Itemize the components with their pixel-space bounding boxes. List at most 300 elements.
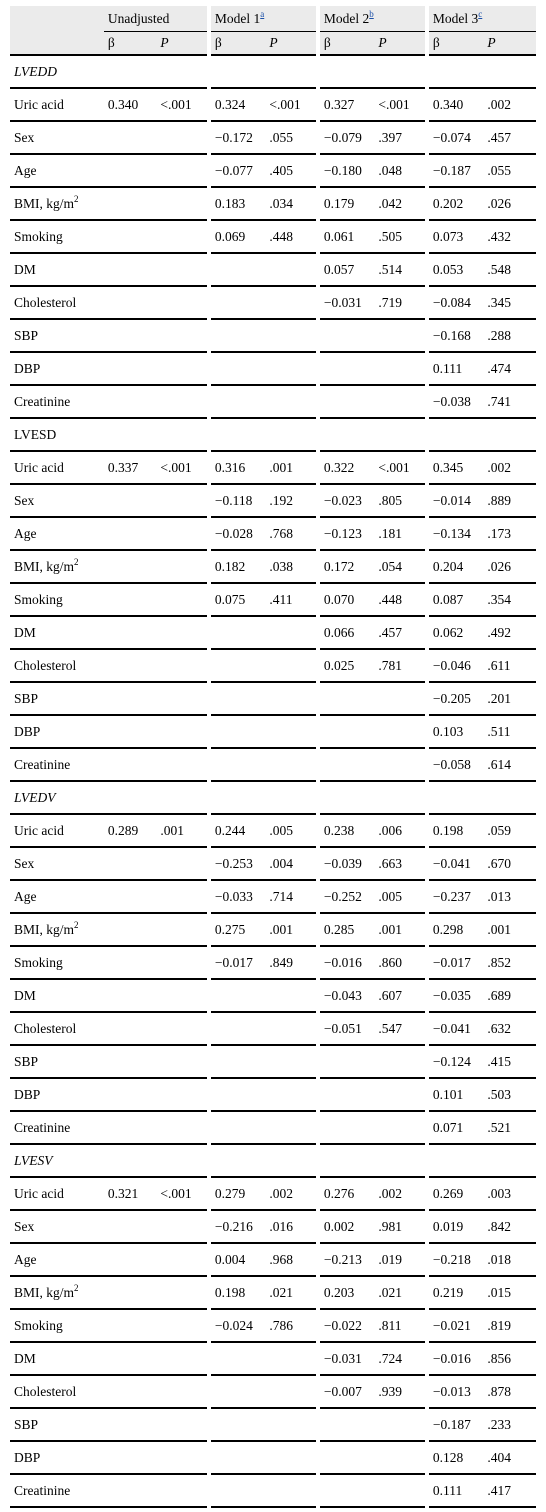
beta-cell: −0.021 [427,1309,484,1342]
variable-cell [10,913,104,946]
p-value-cell: .021 [265,1276,317,1309]
beta-cell [104,1111,156,1144]
beta-cell: −0.016 [427,1342,484,1375]
beta-cell: −0.213 [318,1243,375,1276]
header-group-label: Model 2 [323,10,370,26]
p-value-cell: .038 [265,550,317,583]
beta-cell: −0.017 [209,946,266,979]
beta-cell: 0.324 [209,88,266,121]
p-value-cell: .415 [483,1045,536,1078]
beta-cell: −0.218 [427,1243,484,1276]
section-row [10,1144,536,1177]
table-row [10,1210,536,1243]
beta-cell: −0.134 [427,517,484,550]
header-corner-lower [10,32,104,56]
p-value-cell: .013 [483,880,536,913]
beta-cell [209,319,266,352]
variable-cell [10,1408,104,1441]
p-value-cell: .448 [265,220,317,253]
table-row [10,649,536,682]
variable-cell [10,649,104,682]
header-p: P [265,32,317,56]
beta-cell [209,1474,266,1507]
p-value-cell: .719 [374,286,426,319]
variable-label: Uric acid [14,822,64,838]
p-value-cell: .889 [483,484,536,517]
p-value-cell: .026 [483,550,536,583]
beta-cell [104,1210,156,1243]
p-value-cell: .768 [265,517,317,550]
beta-cell: 0.019 [427,1210,484,1243]
header-stat-row [10,32,536,56]
beta-cell: −0.252 [318,880,375,913]
p-value-cell: .034 [265,187,317,220]
beta-cell: −0.058 [427,748,484,781]
beta-cell: −0.084 [427,286,484,319]
p-value-cell [156,1309,208,1342]
footnote-link-b[interactable]: b [369,8,374,19]
variable-label: SBP [14,1053,39,1069]
variable-cell [10,715,104,748]
p-value-cell [156,1111,208,1144]
p-value-cell: .781 [374,649,426,682]
p-value-cell: .548 [483,253,536,286]
table-row [10,121,536,154]
variable-label: Creatinine [14,393,71,409]
variable-cell [10,187,104,220]
beta-cell: 0.340 [104,88,156,121]
variable-label: Smoking [14,591,63,607]
beta-cell: 0.202 [427,187,484,220]
p-value-cell [265,319,317,352]
beta-cell: −0.035 [427,979,484,1012]
p-value-cell [265,385,317,418]
variable-cell [10,352,104,385]
p-value-cell [265,1408,317,1441]
p-value-cell [374,1078,426,1111]
variable-cell [10,385,104,418]
beta-cell: 0.316 [209,451,266,484]
variable-label: DBP [14,360,41,376]
p-value-cell [265,616,317,649]
p-value-cell: .001 [374,913,426,946]
p-value-cell [374,1111,426,1144]
variable-label: Age [14,525,37,541]
variable-cell [10,616,104,649]
p-value-cell: .849 [265,946,317,979]
beta-cell [104,847,156,880]
beta-cell [104,253,156,286]
p-value-cell: .514 [374,253,426,286]
table-row [10,385,536,418]
beta-cell [104,946,156,979]
beta-cell: −0.074 [427,121,484,154]
variable-label: Smoking [14,954,63,970]
beta-cell: 0.345 [427,451,484,484]
beta-cell [209,352,266,385]
p-value-cell: .842 [483,1210,536,1243]
beta-cell [104,748,156,781]
beta-cell: −0.022 [318,1309,375,1342]
variable-label: Cholesterol [14,657,77,673]
p-value-cell: .632 [483,1012,536,1045]
variable-cell [10,583,104,616]
p-value-cell: .002 [483,451,536,484]
table-row [10,913,536,946]
p-value-cell: .001 [483,913,536,946]
beta-cell [209,1408,266,1441]
p-value-cell [156,913,208,946]
variable-cell [10,1177,104,1210]
p-value-cell: .001 [265,913,317,946]
beta-cell [104,484,156,517]
p-value-cell [265,1111,317,1144]
p-value-cell: .741 [483,385,536,418]
table-header [10,6,536,55]
beta-cell [209,616,266,649]
table-row [10,352,536,385]
variable-cell [10,1243,104,1276]
beta-cell: 0.069 [209,220,266,253]
p-value-cell [156,682,208,715]
variable-label: DBP [14,1086,41,1102]
p-value-cell [156,1474,208,1507]
table-row [10,715,536,748]
variable-cell [10,1210,104,1243]
beta-cell: 0.321 [104,1177,156,1210]
p-value-cell: .405 [265,154,317,187]
beta-cell: −0.007 [318,1375,375,1408]
p-value-cell [265,286,317,319]
beta-cell: 0.103 [427,715,484,748]
variable-cell [10,1012,104,1045]
p-value-cell [265,1441,317,1474]
table-row [10,1177,536,1210]
beta-cell [318,319,375,352]
variable-label: DM [14,261,36,277]
section-title: LVESV [10,1144,536,1177]
p-value-cell: .002 [265,1177,317,1210]
variable-label: Age [14,162,37,178]
variable-cell [10,88,104,121]
p-value-cell: .457 [483,121,536,154]
variable-label: SBP [14,690,39,706]
beta-cell [209,682,266,715]
variable-cell [10,847,104,880]
table-row [10,1111,536,1144]
beta-cell: 0.198 [209,1276,266,1309]
p-value-cell [156,1441,208,1474]
table-row [10,847,536,880]
p-value-cell [156,1012,208,1045]
beta-cell: −0.051 [318,1012,375,1045]
beta-cell: 0.183 [209,187,266,220]
p-value-cell: .288 [483,319,536,352]
beta-cell [318,1474,375,1507]
p-value-cell [156,946,208,979]
beta-cell [209,1078,266,1111]
beta-cell: 0.002 [318,1210,375,1243]
beta-cell: −0.079 [318,121,375,154]
beta-cell: −0.237 [427,880,484,913]
beta-cell [104,880,156,913]
section-row [10,55,536,88]
p-value-cell: .432 [483,220,536,253]
variable-label: Sex [14,129,35,145]
p-value-cell [374,682,426,715]
variable-label: Age [14,888,37,904]
section-row [10,418,536,451]
beta-cell: 0.071 [427,1111,484,1144]
beta-cell: 0.298 [427,913,484,946]
beta-cell [104,1342,156,1375]
beta-cell [209,1045,266,1078]
header-beta: β [427,32,484,56]
beta-cell: −0.024 [209,1309,266,1342]
p-value-cell [265,1078,317,1111]
variable-cell [10,946,104,979]
variable-cell [10,814,104,847]
beta-cell [104,220,156,253]
beta-cell [104,682,156,715]
variable-cell [10,253,104,286]
p-value-cell: .002 [374,1177,426,1210]
table-row [10,616,536,649]
beta-cell [104,913,156,946]
beta-cell: 0.269 [427,1177,484,1210]
beta-cell: 0.322 [318,451,375,484]
p-value-cell: .805 [374,484,426,517]
variable-label: BMI, kg/m [14,921,75,937]
variable-label: SBP [14,327,39,343]
variable-cell [10,1342,104,1375]
p-value-cell [265,1045,317,1078]
variable-label: Creatinine [14,756,71,772]
header-p: P [483,32,536,56]
header-beta: β [104,32,156,56]
p-value-cell: .055 [265,121,317,154]
beta-cell: −0.123 [318,517,375,550]
variable-label: Smoking [14,228,63,244]
beta-cell [318,1111,375,1144]
p-value-cell [374,385,426,418]
p-value-cell: .054 [374,550,426,583]
variable-label: DBP [14,1449,41,1465]
beta-cell: 0.276 [318,1177,375,1210]
p-value-cell: .714 [265,880,317,913]
p-value-cell: .411 [265,583,317,616]
beta-cell: 0.279 [209,1177,266,1210]
p-value-cell: .448 [374,583,426,616]
p-value-cell [374,1441,426,1474]
beta-cell [104,385,156,418]
table-row [10,1375,536,1408]
variable-cell [10,1474,104,1507]
beta-cell: 0.275 [209,913,266,946]
beta-cell [318,1408,375,1441]
p-value-cell: .417 [483,1474,536,1507]
p-value-cell: .005 [374,880,426,913]
p-value-cell: .005 [265,814,317,847]
beta-cell: 0.025 [318,649,375,682]
beta-cell [318,1078,375,1111]
beta-cell: −0.216 [209,1210,266,1243]
p-value-cell [156,253,208,286]
beta-cell: 0.070 [318,583,375,616]
variable-cell [10,1078,104,1111]
variable-label: Uric acid [14,96,64,112]
table-row [10,946,536,979]
beta-cell: −0.187 [427,1408,484,1441]
variable-superscript: 2 [74,1282,79,1293]
table-row [10,1012,536,1045]
footnote-link-c[interactable]: c [478,8,483,19]
p-value-cell: .492 [483,616,536,649]
p-value-cell: .233 [483,1408,536,1441]
p-value-cell: .201 [483,682,536,715]
beta-cell: −0.023 [318,484,375,517]
p-value-cell [156,1243,208,1276]
header-group-row [10,6,536,32]
p-value-cell [156,1045,208,1078]
header-p: P [374,32,426,56]
p-value-cell: .724 [374,1342,426,1375]
variable-label: Sex [14,855,35,871]
table-row [10,1342,536,1375]
p-value-cell: .503 [483,1078,536,1111]
p-value-cell: .511 [483,715,536,748]
p-value-cell: .607 [374,979,426,1012]
variable-label: Creatinine [14,1119,71,1135]
beta-cell: −0.041 [427,1012,484,1045]
beta-cell: −0.017 [427,946,484,979]
beta-cell: −0.014 [427,484,484,517]
p-value-cell: .968 [265,1243,317,1276]
table-row [10,748,536,781]
beta-cell [104,1078,156,1111]
p-value-cell: .003 [483,1177,536,1210]
variable-label: DM [14,987,36,1003]
p-value-cell: .345 [483,286,536,319]
beta-cell [209,715,266,748]
table-row [10,979,536,1012]
regression-table [10,6,536,1508]
p-value-cell [156,748,208,781]
beta-cell [318,385,375,418]
p-value-cell [265,1375,317,1408]
beta-cell [104,1309,156,1342]
p-value-cell [374,748,426,781]
beta-cell [318,682,375,715]
p-value-cell [156,880,208,913]
p-value-cell: .404 [483,1441,536,1474]
variable-cell [10,121,104,154]
p-value-cell: .048 [374,154,426,187]
header-group-label: Model 3 [432,10,479,26]
beta-cell [104,1243,156,1276]
beta-cell: 0.198 [427,814,484,847]
variable-superscript: 2 [74,556,79,567]
variable-cell [10,979,104,1012]
variable-cell [10,682,104,715]
beta-cell [104,583,156,616]
beta-cell [104,121,156,154]
beta-cell: 0.087 [427,583,484,616]
beta-cell [209,1342,266,1375]
variable-label: SBP [14,1416,39,1432]
p-value-cell [374,715,426,748]
variable-label: Smoking [14,1317,63,1333]
beta-cell: 0.053 [427,253,484,286]
p-value-cell: .547 [374,1012,426,1045]
p-value-cell [156,121,208,154]
variable-label: Creatinine [14,1482,71,1498]
p-value-cell: .819 [483,1309,536,1342]
section-title: LVEDV [10,781,536,814]
variable-cell [10,484,104,517]
table-row [10,1441,536,1474]
p-value-cell [156,286,208,319]
table-row [10,1408,536,1441]
beta-cell: 0.004 [209,1243,266,1276]
beta-cell [318,1441,375,1474]
p-value-cell: .786 [265,1309,317,1342]
p-value-cell: .006 [374,814,426,847]
beta-cell [104,286,156,319]
variable-label: DBP [14,723,41,739]
variable-label: BMI, kg/m [14,1284,75,1300]
p-value-cell [156,319,208,352]
variable-cell [10,550,104,583]
table-row [10,1045,536,1078]
beta-cell: 0.238 [318,814,375,847]
table-row [10,187,536,220]
beta-cell: −0.013 [427,1375,484,1408]
p-value-cell [156,616,208,649]
variable-cell [10,451,104,484]
table-row [10,1078,536,1111]
table-row [10,880,536,913]
beta-cell [209,748,266,781]
table-row [10,484,536,517]
p-value-cell: .001 [265,451,317,484]
beta-cell: −0.168 [427,319,484,352]
p-value-cell [265,682,317,715]
header-group-model-3 [427,6,536,32]
p-value-cell: .670 [483,847,536,880]
p-value-cell: .614 [483,748,536,781]
p-value-cell [156,187,208,220]
table-row [10,550,536,583]
p-value-cell: <.001 [156,1177,208,1210]
beta-cell: −0.043 [318,979,375,1012]
beta-cell [104,1012,156,1045]
p-value-cell [156,715,208,748]
p-value-cell [374,1474,426,1507]
p-value-cell: .611 [483,649,536,682]
beta-cell [104,550,156,583]
footnote-link-a[interactable]: a [260,8,265,19]
variable-label: Sex [14,492,35,508]
header-group-unadjusted [104,6,209,32]
p-value-cell: .026 [483,187,536,220]
beta-cell: 0.128 [427,1441,484,1474]
p-value-cell: .055 [483,154,536,187]
beta-cell: −0.039 [318,847,375,880]
beta-cell: 0.179 [318,187,375,220]
variable-cell [10,880,104,913]
beta-cell [104,1441,156,1474]
